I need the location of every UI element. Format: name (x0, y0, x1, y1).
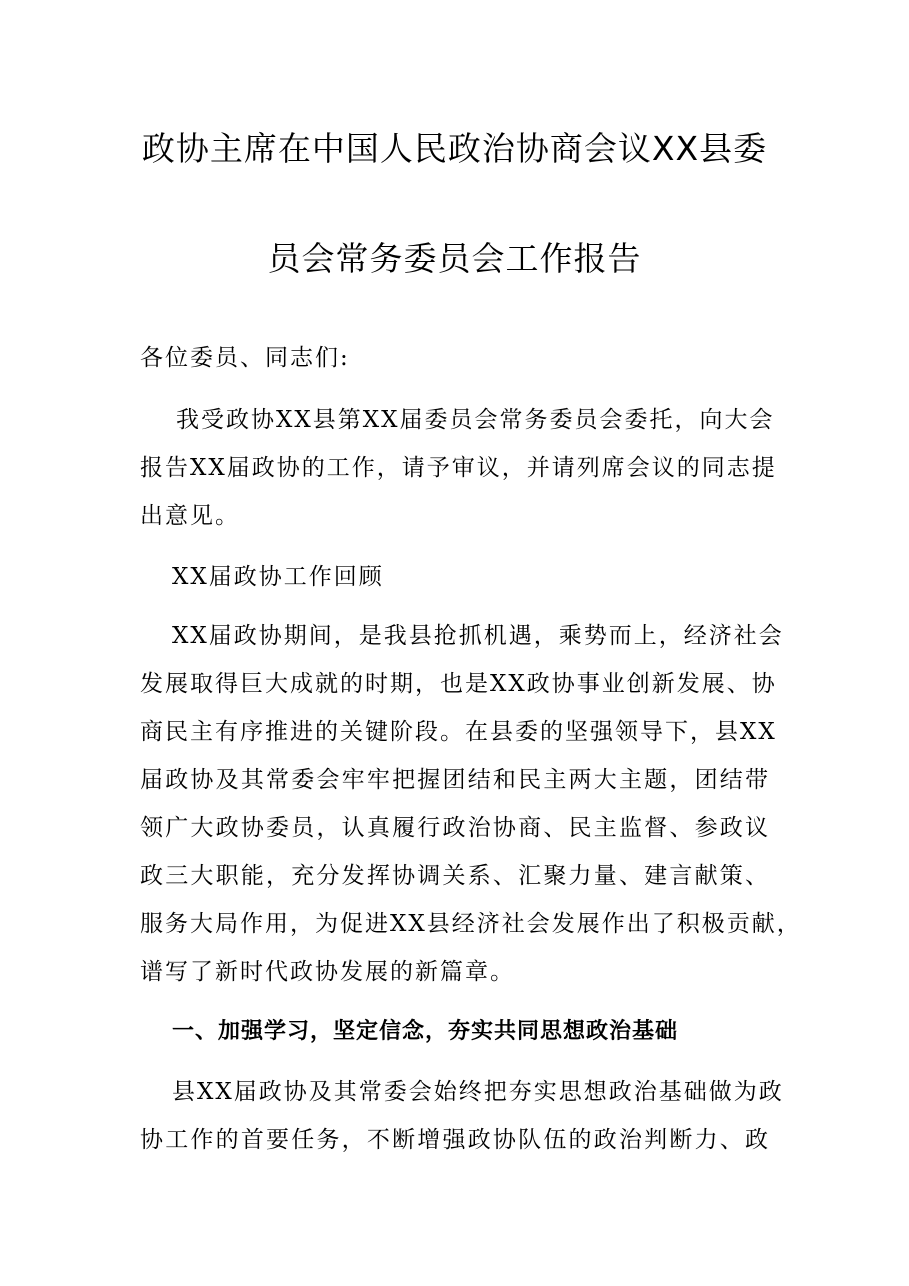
document-title-line-1: 政协主席在中国人民政治协商会议XX县委 (141, 129, 768, 168)
review-line-8: 谱写了新时代政协发展的新篇章。 (140, 959, 515, 985)
salutation: 各位委员、同志们: (140, 345, 350, 371)
review-line-7: 服务大局作用，为促进XX县经济社会发展作出了积极贡献， (140, 911, 802, 937)
section-1-heading: 一、加强学习，坚定信念，夯实共同思想政治基础 (172, 1019, 679, 1044)
review-line-6: 政三大职能，充分发挥协调关系、汇聚力量、建言献策、 (140, 863, 770, 889)
review-heading: XX届政协工作回顾 (172, 564, 384, 590)
review-line-3: 商民主有序推进的关键阶段。在县委的坚强领导下，县XX (140, 719, 777, 745)
intro-line-3: 出意见。 (140, 503, 240, 529)
review-line-2: 发展取得巨大成就的时期，也是XX政协事业创新发展、协 (140, 671, 777, 697)
review-line-1: XX届政协期间，是我县抢抓机遇，乘势而上，经济社会 (172, 623, 784, 649)
intro-line-2: 报告XX届政协的工作，请予审议，并请列席会议的同志提 (140, 455, 777, 481)
review-line-5: 领广大政协委员，认真履行政治协商、民主监督、参政议 (140, 815, 770, 841)
intro-line-1: 我受政协XX县第XX届委员会常务委员会委托，向大会 (176, 407, 775, 433)
document-title-line-2: 员会常务委员会工作报告 (267, 239, 642, 278)
review-line-4: 届政协及其常委会牢牢把握团结和民主两大主题，团结带 (140, 767, 770, 793)
section-1-line-2: 协工作的首要任务，不断增强政协队伍的政治判断力、政 (140, 1127, 770, 1153)
section-1-line-1: 县XX届政协及其常委会始终把夯实思想政治基础做为政 (172, 1079, 784, 1105)
